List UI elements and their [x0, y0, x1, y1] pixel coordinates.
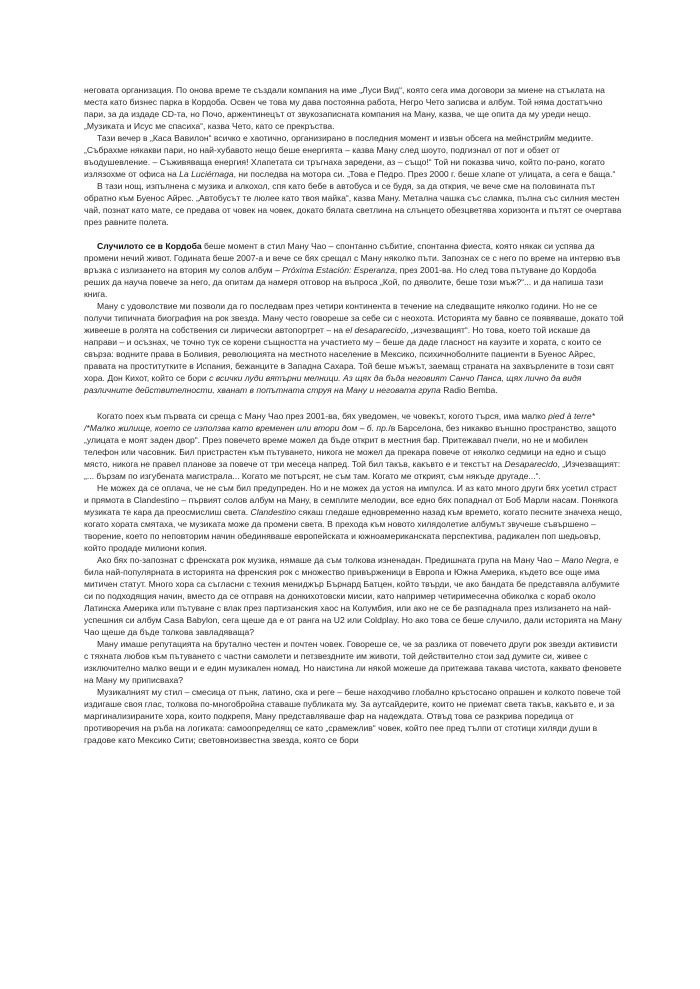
body-text: , през 2001-ва. Но след това пътуване до Кордоба реших да науча повече за него, да опитам да намеря отговор на въпроса „Кой, по дяволите, беше този мъж?“... и да напиша тази книга. [84, 265, 604, 299]
bold-lead-text: Случилото се в Кордоба [97, 241, 202, 251]
body-text: В тази нощ, изпълнена с музика и алкохол, спя като бебе в автобуса и се будя, за да открия, че вече сме на половината път обратно към Буенос Айрес. „Автобусът те люлее като твоя майка“, казва Ману. Метална чашка със сламка, пълна със силния местен чай, познат като мате, се предава от човек на човек, докато бялата светлина на слънцето обезцветява хоризонта и пътят се очертава през равните полета. [84, 181, 622, 227]
body-text: , ни последва на мотора си. „Това е Педро. През 2000 г. беше хлапе от улицата, а сега е баща.“ [233, 169, 616, 179]
italic-text: Clandestino [250, 507, 296, 517]
paragraph [84, 180, 624, 228]
body-text: Ако бях по-запознат с френската рок музика, нямаше да съм толкова изненадан. Предишната група на Ману Чао – [97, 555, 562, 565]
paragraph-first-meeting [84, 410, 624, 482]
italic-text: Próxima Estación: Esperanza [282, 265, 395, 275]
body-text: , „Изчезващият: „... бързам по изгубената магистрала... Когато ме потърсят, не съм там. Когато ме открият, съм някъде другаде...“. [84, 459, 621, 481]
document-page [84, 84, 624, 746]
body-text: Ману с удоволствие ми позволи да го последвам през четири континента в течение на следващите няколко години. Но не се получи типичната биография на рок звезда. Ману често говореше за себе си с неохота. Историята му бавно се появяваше, докато той живееше в ролята на собствения си лирически автопортрет – на [84, 301, 624, 335]
paragraph-kordoba [84, 240, 624, 300]
body-text: Не можех да се оплача, че не съм бил предупреден. Но и не можех да устоя на импулса. И аз като много други бях усетил страст и прямота в Clandestino – първият солов албум на Ману, в семплите мелодии, все едно бях попаднал от Боб Марли насам. Понякога музиката те кара да преосмислиш света. [84, 483, 619, 517]
italic-text: La Luciérnaga [179, 169, 234, 179]
paragraph [84, 638, 624, 686]
paragraph [84, 686, 624, 746]
paragraph [84, 300, 624, 396]
body-text: беше момент в стил Ману Чао – спонтанно събитие, спонтанна фиеста, която някак си успява да промени нечий живот. Годината беше 2007-а и вече се бях срещал с Ману няколко пъти. Запознах се с него по време на интервю във връзка с излизането на втория му солов албум – [84, 241, 621, 275]
italic-text: pied à terre* /*Малко жилище, което се използва като временен или втори дом – б. пр. [84, 411, 595, 433]
body-text: , е била най-популярната в историята на френския рок с множество привърженици в Европа и Южна Америка, където все още има митичен статут. Много хора са съгласни с техния мениджър Бърнард Батцен, който твърди, че ако бандата бе представяла албумите си по подходящия начин, вместо да се отправя на донкихотовски мисии, като например четиримесечна обиколка с кораб около Латинска Америка или пътуване с влак през партизанския хаос на Колумбия, или ако не се бе разпаднала през излизането на най-успешния си албум Casa Babylon, сега щеше да е от ранга на U2 или Coldplay. Но ако това се беше случило, дали историята на Ману Чао щеше да бъде толкова завладяваща? [84, 555, 622, 637]
paragraph [84, 84, 624, 132]
body-text: неговата организация. По онова време те създали компания на име „Луси Вид“, която сега има договори за миене на стъклата на места като бизнес парка в Кордоба. Освен че това му дава постоянна работа, Негро Чето записва и албум. Той няма достатъчно пари, за да издаде CD-та, но Почо, аржентинецът от звукозаписната компания на Ману, казва, че ще опита да му уреди нещо. „Музиката и Исус ме спасиха“, казва Чето, като се прекръства. [84, 85, 605, 131]
body-text: Ману имаше репутацията на брутално честен и почтен човек. Говореше се, че за разлика от повечето други рок звезди активисти с тяхната любов към пътуването с частни самолети и петзвездните им животи, той действително стои зад думите си, живее с изключително малко вещи и е един музикален номад. Но наистина ли някой можеше да притежава такава чистота, каквато феновете на Ману му приписваха? [84, 639, 622, 685]
italic-text: с всички луди вятърни мелници. Аз щях да бъда неговият Санчо Панса, щях лично да видя различните действителности, хванат в попътната струя на Ману и неговата група [84, 373, 582, 395]
body-text: Тази вечер в „Каса Вавилон“ всичко е хаотично, организирано в последния момент и извън обсега на мейнстрийм медиите. „Събрахме някакви пари, но най-хубавото нещо беше енергията – казва Ману след шоуто, подгизнал от пот и обзет от въодушевление. – Съживяваща енергия! Хлапетата си тръгнаха заредени, аз – също!“ Той ни показва чичо, който по-рано, когато излязохме от офиса на [84, 133, 605, 179]
body-text: сякаш гледаше едновременно назад към времето, когато песните значеха нещо, когато хората смятаха, че музиката може да промени света. В прехода към новото хилядолетие албумът звучеше съвършено – творение, което по неповторим начин обединяваше европейската и южноамериканската перспектива, радикален поп шедьовър, който продаде милиони копия. [84, 507, 622, 553]
paragraph [84, 554, 624, 638]
body-text: Когато поех към първата си среща с Ману Чао през 2001-ва, бях уведомен, че човекът, когото търся, има малко [97, 411, 549, 421]
italic-text: Mano Negra [561, 555, 610, 565]
italic-text: el desaparecido [345, 325, 407, 335]
body-text: , „изчезващият“. Но това, което той искаше да направи – и осъзнах, че точно тук се корени същността на участието му – беше да даде гласност на каузите и хората, с които се свърза: водните права в Боливия, революцията на местното население в Мексико, психичноболните пациенти в Буенос Айрес, правата на проститутките в Испания, бежанците в Западна Сахара. Той беше мъжът, заемащ страната на захвърлените в този свят хора. Дон Кихот, който се бори [84, 325, 615, 383]
body-text: Radio Bemba. [440, 385, 498, 395]
body-text: Музикалният му стил – смесица от пънк, латино, ска и реге – беше находчиво глобално кръстосано опрашен и колкото повече той издигаше своя глас, толкова по-многобройна ставаше публиката му. За аутсайдерите, които не приемат света такъв, какъвто е, и за маргинализираните хора, които подкрепя, Ману представляваше фар на надеждата. Отвъд това се разкрива поредица от противоречия на ръба на логиката: самоопределящ се като „срамежлив“ човек, който пее пред тълпи от стотици хиляди души в градове като Мексико Сити; световноизвестна звезда, която се бори [84, 687, 621, 745]
italic-text: Desaparecido [504, 459, 558, 469]
paragraph [84, 132, 624, 180]
body-text: /в Барселона, без никакво външно пространство, защото „улицата е моят заден двор“. През повечето време можел да бъде открит в местния бар. Притежавал пчели, но не и мобилен телефон или часовник. Бил пристрастен към пътуването, никога не можел да прекара повече от няколко седмици на едно и също място, никога не правел планове за повече от три месеца напред. Той бил такъв, какъвто е и текстът на [84, 423, 617, 469]
paragraph [84, 482, 624, 554]
